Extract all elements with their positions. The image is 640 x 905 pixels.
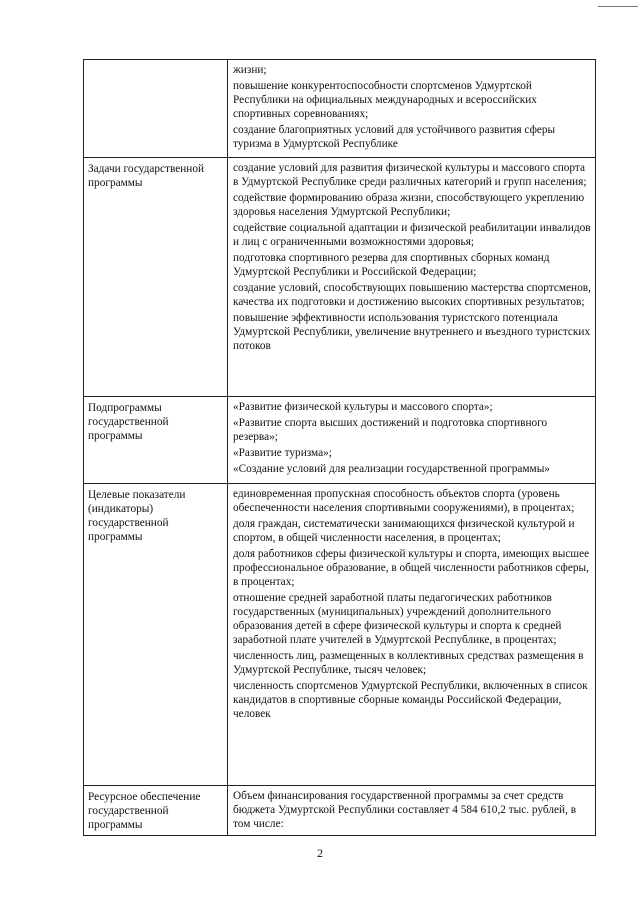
list-item: создание условий для развития физической культуры и массового спорта в Удмуртской Республике среди различных категорий и групп населения; [233, 162, 587, 188]
list-item: содействие социальной адаптации и физической реабилитации инвалидов и лиц с ограниченными возможностями здоровья; [233, 222, 591, 248]
list-item: повышение конкурентоспособности спортсменов Удмуртской Республики на официальных международных и всероссийских спортивных соревнованиях; [233, 80, 537, 120]
table-row [84, 158, 596, 397]
list-item: Объем финансирования государственной программы за счет средств бюджета Удмуртской Республики составляет 4 584 610,2 тыс. рублей, в том числе: [233, 790, 577, 830]
list-item: «Развитие физической культуры и массового спорта»; [233, 401, 493, 413]
page-number: 2 [317, 846, 323, 860]
list-item: повышение эффективности использования туристского потенциала Удмуртской Республики, увеличение внутреннего и въездного туристских потоков [233, 312, 591, 352]
list-item: подготовка спортивного резерва для спортивных сборных команд Удмуртской Республики и Российской Федерации; [233, 252, 550, 278]
list-item: отношение средней заработной платы педагогических работников государственных (муниципальных) учреждений дополнительного образования детей в сфере физической культуры и спорта к средней заработной плате учителей в Удмуртской Республике, в процентах; [233, 592, 562, 646]
header-rule [598, 6, 638, 7]
table-row [84, 786, 596, 836]
list-item: создание условий, способствующих повышению мастерства спортсменов, качества их подготовки и достижению высоких спортивных результатов; [233, 282, 591, 308]
list-item: доля граждан, систематически занимающихся физической культурой и спортом, в общей численности населения, в процентах; [233, 518, 575, 544]
table-row [84, 397, 596, 484]
row-label: Задачи государственной программы [84, 158, 228, 397]
row-content [228, 484, 596, 786]
list-item: доля работников сферы физической культуры и спорта, имеющих высшее профессиональное образование, в общей численности работников сферы, в процентах; [233, 548, 590, 588]
list-item: «Развитие спорта высших достижений и подготовка спортивного резерва»; [233, 417, 548, 443]
row-content [228, 158, 596, 397]
list-item: «Развитие туризма»; [233, 447, 332, 459]
table-row [84, 60, 596, 158]
row-label: Подпрограммы государственной программы [84, 397, 228, 484]
row-label: Целевые показатели (индикаторы) государственной программы [84, 484, 228, 786]
row-content [228, 397, 596, 484]
row-label: Ресурсное обеспечение государственной программы [84, 786, 228, 836]
program-passport-table [83, 59, 596, 836]
list-item: численность лиц, размещенных в коллективных средствах размещения в Удмуртской Республике, тысяч человек; [233, 650, 584, 676]
row-label [84, 60, 228, 158]
list-item: «Создание условий для реализации государственной программы» [233, 463, 550, 475]
row-content [228, 60, 596, 158]
row-content [228, 786, 596, 836]
list-item: единовременная пропускная способность объектов спорта (уровень обеспеченности населения спортивными сооружениями), в процентах; [233, 488, 575, 514]
table-row [84, 484, 596, 786]
list-item: жизни; [233, 64, 267, 76]
list-item: содействие формированию образа жизни, способствующего укреплению здоровья населения Удмуртской Республики; [233, 192, 585, 218]
list-item: создание благоприятных условий для устойчивого развития сферы туризма в Удмуртской Республике [233, 124, 556, 150]
list-item: численность спортсменов Удмуртской Республики, включенных в список кандидатов в спортивные сборные команды Российской Федерации, человек [233, 680, 588, 720]
